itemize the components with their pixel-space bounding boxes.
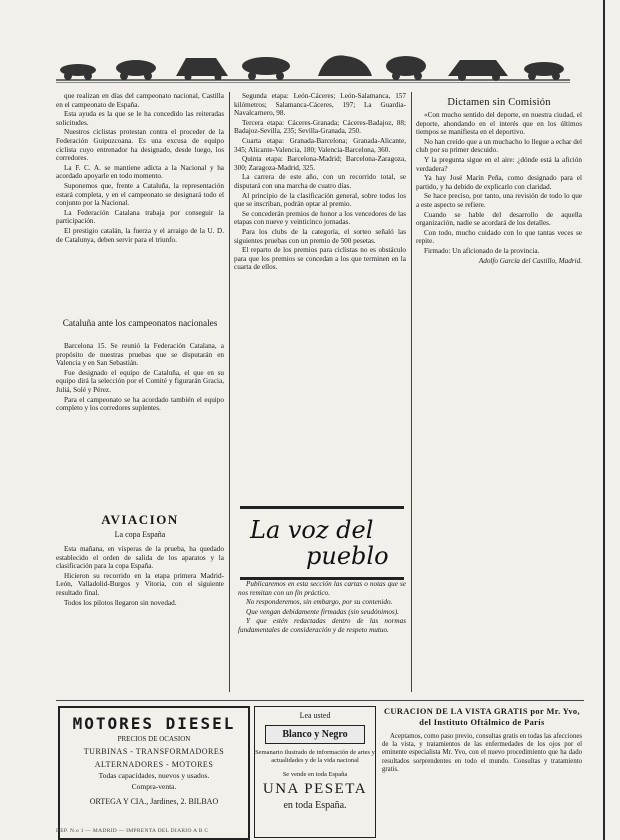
ad-line: Todas capacidades, nuevos y usados. bbox=[98, 771, 210, 780]
aviacion-title: AVIACION bbox=[101, 512, 179, 527]
paragraph: Publicaremos en esta sección las cartas o notas que se nos remitan con un fin práctico. bbox=[238, 580, 406, 597]
ad-line: Compra-venta. bbox=[131, 782, 177, 791]
page-footer: DEP. N.o 1 — MADRID — IMPRENTA DEL DIARIO A B C bbox=[56, 828, 209, 834]
paragraph: Hicieron su recorrido en la etapa primera Madrid-León, Valladolid-Burgos y Vitoria, con el siguiente resultado final. bbox=[56, 571, 224, 597]
paragraph: Que vengan debidamente firmadas (sin seudónimos). bbox=[246, 607, 399, 616]
column-rule bbox=[411, 92, 412, 692]
ad-body: Aceptamos, como paso previo, consultas gratis en todas las afecciones de la vista, y tratamientos de las enfermedades de los ojos por el eminente especialista Mr. Yvo, con el nuevo procedimiento que ha dado resultados sorprendentes en todo el mundo. Consultas y tratamiento gratis. bbox=[382, 733, 582, 773]
paragraph: Nuestros ciclistas protestan contra el proceder de la Federación Guipuzcoana. Es una excusa de equipo ciclista cuyo entrenador ha designado, desde luego, los corredores. bbox=[56, 128, 224, 163]
paragraph: La Federación Catalana trabaja por conseguir la participación. bbox=[56, 208, 224, 226]
signature: Adolfo García del Castillo, Madrid. bbox=[478, 256, 582, 265]
decorative-frieze bbox=[56, 44, 570, 84]
ad-title: MOTORES DIESEL bbox=[72, 714, 236, 733]
paragraph: No responderemos, sin embargo, por su contenido. bbox=[246, 598, 393, 607]
paragraph: Firmado: Un aficionado de la provincia. bbox=[424, 246, 540, 255]
ad-blanco-y-negro bbox=[254, 706, 376, 838]
ad-sub: Se vende en toda España bbox=[282, 771, 348, 778]
paragraph: El reparto de los premios para ciclistas no es obstáculo para que los premios se concedan a los que terminen en la cuarta de ellos. bbox=[234, 246, 406, 272]
voz-del-pueblo-masthead bbox=[240, 508, 404, 572]
aviacion-article bbox=[56, 545, 224, 691]
paragraph: No han creído que a un muchacho lo llegue a echar del club por su primer descuido. bbox=[416, 137, 582, 155]
paragraph: «Con mucho sentido del deporte, en nuestra ciudad, el deporte, ahondando en el interés que en los últimos tiempos se manifiesta en el deportivo. bbox=[416, 111, 582, 137]
column-rule bbox=[229, 92, 230, 692]
paragraph: Esta ayuda es la que se le ha concedido las reiteradas solicitudes. bbox=[56, 110, 224, 127]
ad-footer: ORTEGA Y CIA., Jardines, 2. BILBAO bbox=[89, 797, 219, 806]
ad-line: ALTERNADORES - MOTORES bbox=[94, 760, 214, 769]
paragraph: La F. C. A. se mantiene adicta a la Nacional y ha acordado apoyarle en todo momento. bbox=[56, 163, 224, 181]
paragraph: La carrera de este año, con un recorrido total, se disputará con una marcha de cuatro días. bbox=[234, 173, 406, 190]
paragraph: Cuarta etapa: Granada-Barcelona; Granada-Alicante, 345; Alicante-Valencia, 180; Valencia-Barcelona, 360. bbox=[234, 136, 406, 154]
paragraph: Ya hay José Marín Peña, como designado para el partido, y ha debido de explicarlo con claridad. bbox=[416, 174, 582, 191]
ad-desc: Semanario ilustrado de información de artes y actualidades y de la vida nacional bbox=[255, 749, 375, 764]
paragraph: Para el campeonato se ha acordado también el equipo completo y los corredores suplentes. bbox=[56, 395, 224, 413]
paragraph: Segunda etapa: León-Cáceres; León-Salamanca, 157 kilómetros; Salamanca-Cáceres, 197; La Guardia-Navalcarnero, 98. bbox=[234, 92, 406, 118]
ad-subtitle: PRECIOS DE OCASION bbox=[117, 735, 191, 743]
catalunya-article bbox=[56, 342, 224, 502]
ad-headline: CURACION DE LA VISTA GRATIS por Mr. Yvo, del Instituto Oftálmico de París bbox=[383, 707, 580, 727]
paragraph: Y la pregunta sigue en el aire: ¿dónde está la afición verdadera? bbox=[416, 155, 582, 173]
paragraph: Esta mañana, en vísperas de la prueba, ha quedado establecido el orden de salida de los aparatos y la clasificación para la copa España. bbox=[56, 545, 224, 571]
column-2-article bbox=[234, 92, 406, 494]
column-1-article bbox=[56, 92, 224, 312]
paragraph: Se hace preciso, por tanto, una revisión de todo lo que a este aspecto se refiere. bbox=[416, 192, 582, 209]
voz-del-pueblo-notice bbox=[238, 580, 406, 690]
paragraph: Tercera etapa: Cáceres-Granada; Cáceres-Badajoz, 88; Badajoz-Sevilla, 235; Sevilla-Granada, 250. bbox=[234, 118, 406, 136]
ad-curacion-vista bbox=[382, 706, 582, 836]
ad-motores-diesel bbox=[58, 706, 250, 840]
paragraph: El prestigio catalán, la fuerza y el arraigo de la U. D. de Catalunya, deben servir para el triunfo. bbox=[56, 226, 224, 244]
paragraph: Para los clubs de la categoría, el sorteo señaló las siguientes pruebas con un premio de 500 pesetas. bbox=[234, 227, 406, 245]
paragraph: Y que estén redactadas dentro de las normas fundamentales de consideración y de respeto mutuo. bbox=[238, 617, 406, 634]
paragraph: Cuando se hable del desarrollo de aquella organización, nadie se acordará de los detalles. bbox=[416, 210, 582, 228]
ad-brand: Blanco y Negro bbox=[265, 725, 365, 744]
voz-line2: pueblo bbox=[306, 542, 389, 570]
ad-line: TURBINAS - TRANSFORMADORES bbox=[83, 747, 225, 756]
ad-price: UNA PESETA bbox=[262, 781, 368, 797]
page-edge-fold bbox=[603, 0, 605, 840]
paragraph: Se concederán premios de honor a los vencedores de las etapas con nueve y veinticinco jornadas. bbox=[234, 209, 406, 227]
paragraph: que realizan en días del campeonato nacional, Castilla en el campeonato de España. bbox=[56, 92, 224, 109]
column-3-article bbox=[416, 92, 582, 706]
paragraph: Con todo, mucho cuidado con lo que tantas veces se repite. bbox=[416, 228, 582, 246]
paragraph: Fue designado el equipo de Cataluña, el que en su equipo dirá la selección por el Comité y figurarán Gracia, Juliá, Solé y Pérez. bbox=[56, 368, 224, 394]
ad-top: Lea usted bbox=[299, 711, 331, 720]
dictamen-heading: Dictamen sin Comisión bbox=[447, 97, 551, 108]
paragraph: Todos los pilotos llegaron sin novedad. bbox=[64, 598, 177, 607]
aviacion-subtitle: La copa España bbox=[114, 530, 166, 539]
paragraph: Al principio de la clasificación general, sobre todos los que se inscriban, podrán optar al premio. bbox=[234, 191, 406, 209]
catalunya-heading: Cataluña ante los campeonatos nacionales bbox=[62, 318, 218, 328]
ad-place: en toda España. bbox=[283, 800, 347, 811]
paragraph: Suponemos que, frente a Cataluña, la representación estará completa, y en el campeonato se designará todo el conjunto por la Nacional. bbox=[56, 181, 224, 208]
voz-line1: La voz del bbox=[250, 516, 374, 544]
paragraph: Quinta etapa: Barcelona-Madrid; Barcelona-Zaragoza, 300; Zaragoza-Madrid, 325. bbox=[234, 155, 406, 172]
paragraph: Barcelona 15. Se reunió la Federación Catalana, a propósito de nuestras pruebas que se disputarán en Valencia y en San Sebastián. bbox=[56, 342, 224, 368]
